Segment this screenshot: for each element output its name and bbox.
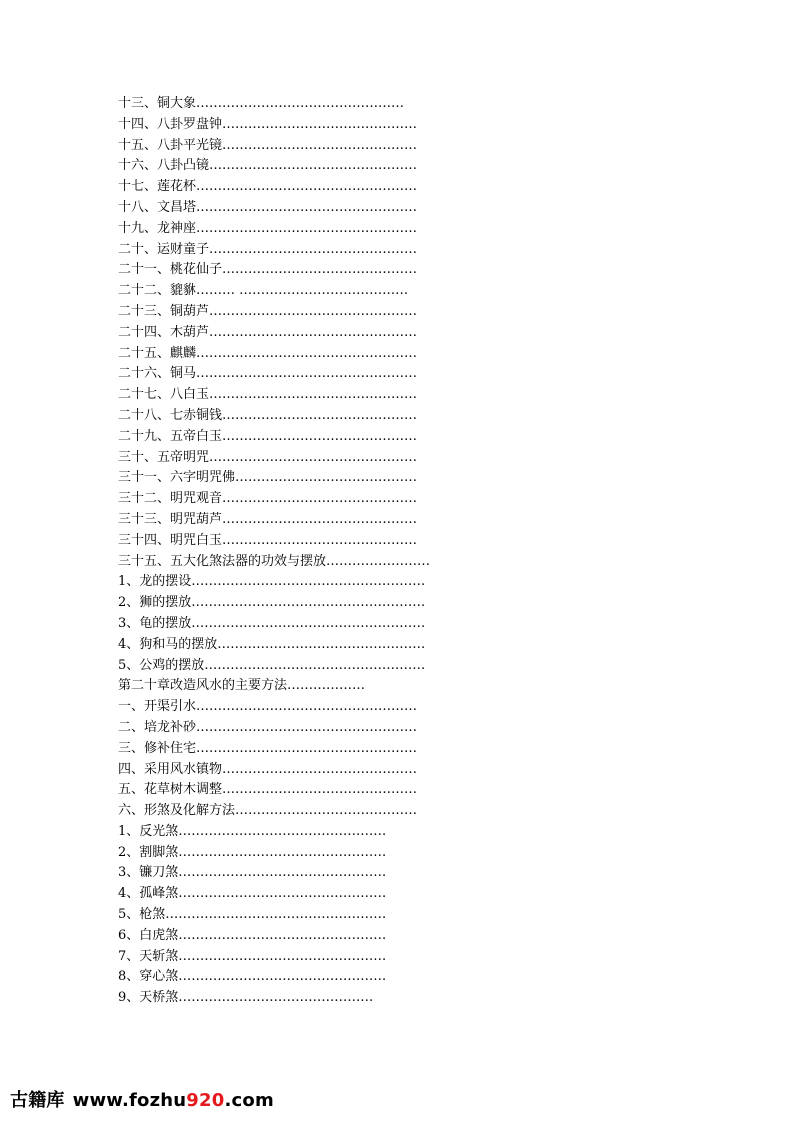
toc-entry: 9、天桥煞……………………………………… [118,990,374,1006]
site-url-prefix: www.fozhu [72,1090,187,1111]
toc-entry: 3、龟的摆放……………………………………………… [118,615,426,631]
toc-entry: 二十八、七赤铜钱……………………………………… [118,407,418,423]
toc-entry: 二十七、八白玉………………………………………… [118,387,418,403]
toc-entry: 4、狗和马的摆放………………………………………… [118,636,426,652]
site-watermark [10,1087,274,1115]
site-brand-label: 古籍库 [10,1090,65,1111]
toc-entry: 6、白虎煞………………………………………… [118,927,387,943]
toc-entry: 十七、莲花杯…………………………………………… [118,179,418,195]
toc-entry: 六、形煞及化解方法…………………………………… [118,803,418,819]
toc-entry: 三十三、明咒葫芦……………………………………… [118,511,418,527]
toc-entry: 2、割脚煞………………………………………… [118,844,387,860]
toc-chapter-heading: 第二十章改造风水的主要方法……………… [118,678,366,694]
toc-entry: 5、枪煞…………………………………………… [118,907,387,923]
toc-entry: 十五、八卦平光镜……………………………………… [118,137,418,153]
toc-entry: 1、龙的摆设……………………………………………… [118,574,426,590]
toc-entry: 三十五、五大化煞法器的功效与摆放…………………… [118,553,431,569]
toc-entry: 二十、运财童子………………………………………… [118,241,418,257]
toc-entry: 二十九、五帝白玉……………………………………… [118,428,418,444]
toc-entry: 十四、八卦罗盘钟……………………………………… [118,116,418,132]
toc-entry: 五、花草树木调整……………………………………… [118,782,418,798]
toc-entry: 三、修补住宅…………………………………………… [118,740,418,756]
toc-entry: 十九、龙神座…………………………………………… [118,220,418,236]
toc-entry: 8、穿心煞………………………………………… [118,969,387,985]
site-url-suffix: .com [224,1090,274,1111]
toc-entry: 十三、铜大象………………………………………… [118,96,405,111]
toc-entry: 二十六、铜马…………………………………………… [118,366,418,382]
toc-entry: 三十二、明咒观音……………………………………… [118,491,418,507]
toc-entry: 十六、八卦凸镜………………………………………… [118,158,418,174]
table-of-contents [118,94,430,1009]
toc-entry: 三十四、明咒白玉……………………………………… [118,532,418,548]
toc-entry: 二、培龙补砂…………………………………………… [118,719,418,735]
toc-entry: 7、天斩煞………………………………………… [118,948,387,964]
toc-entry: 5、公鸡的摆放…………………………………………… [118,657,426,673]
toc-entry: 二十一、桃花仙子……………………………………… [118,262,418,278]
toc-entry: 二十二、貔貅……… ………………………………… [118,283,409,299]
toc-entry: 2、狮的摆放……………………………………………… [118,595,426,611]
toc-entry: 4、孤峰煞………………………………………… [118,886,387,902]
toc-entry: 1、反光煞………………………………………… [118,823,387,839]
toc-entry: 一、开渠引水…………………………………………… [118,699,418,715]
toc-entry: 三十、五帝明咒………………………………………… [118,449,418,465]
toc-entry: 二十四、木葫芦………………………………………… [118,324,418,340]
toc-entry: 3、镰刀煞………………………………………… [118,865,387,881]
site-url-number: 920 [186,1090,225,1111]
toc-entry: 三十一、六字明咒佛…………………………………… [118,470,418,486]
toc-entry: 二十三、铜葫芦………………………………………… [118,303,418,319]
toc-entry: 二十五、麒麟…………………………………………… [118,345,418,361]
toc-entry: 十八、文昌塔…………………………………………… [118,199,418,215]
toc-entry: 四、采用风水镇物……………………………………… [118,761,418,777]
